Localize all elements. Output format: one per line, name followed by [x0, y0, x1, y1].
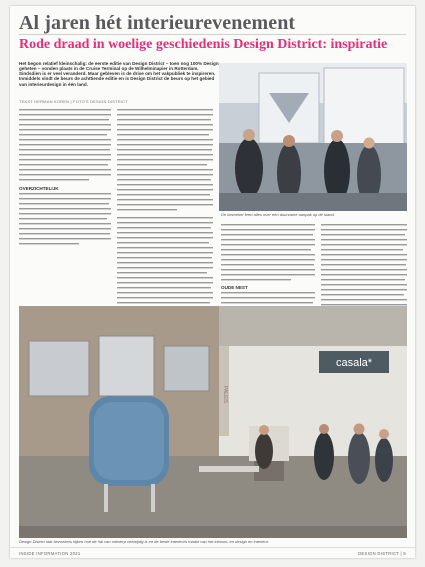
headline-rule: [19, 34, 406, 35]
page-footer: [10, 547, 415, 558]
caption-bottom-photo: Design District laat bezoekers kijken hoe de hal van ontwerp veelzijdig is en de beste interieurs maakt van het inbouw- en design en interieur.: [19, 540, 269, 544]
body-text-lines: [19, 191, 111, 251]
booth-sign: PALEIS: [222, 386, 228, 404]
article-byline: TEKST HERMAN KOREN | FOTO'S DESIGN DISTRICT: [19, 99, 128, 104]
exhibition-photo-bottom-image: [19, 306, 407, 538]
exhibition-photo-top: [219, 63, 407, 211]
article-subheadline: Rode draad in woelige geschiedenis Design District: inspiratie: [19, 37, 388, 52]
casala-sign: casala*: [335, 357, 373, 369]
article-headline: Al jaren hét interieurevenement: [19, 12, 296, 34]
caption-top-photo: De bezoeker leert alles over een duurzame aanpak op de stand.: [221, 212, 335, 217]
section-heading-overzichtelijk: OVERZICHTELIJK: [19, 186, 59, 191]
section-heading-oude-nest: OUDE NEST: [221, 285, 248, 290]
footer-section-page: DESIGN DISTRICT | 5: [358, 551, 406, 556]
footer-publication: INSIDE INFORMATION 2021: [19, 551, 81, 556]
body-column-1b: [19, 191, 111, 251]
magazine-page: [10, 6, 415, 558]
exhibition-photo-bottom: [19, 306, 407, 538]
article-intro: Het begon relatief kleinschalig: de eerste editie van Design District – toen nog 100% Design geheten – vonden plaats in de Cruise Terminal op de Wilhelminapier in Rotterdam. Sindsdien is er veel veranderd. Maar gebleven is de drive om het vakpubliek te inspireren. Inmiddels vindt de beurs de achttiende editie en is Design District de beurs op het gebied van interieurdesign in één land.: [19, 60, 219, 87]
exhibition-photo-top-image: [219, 63, 407, 211]
